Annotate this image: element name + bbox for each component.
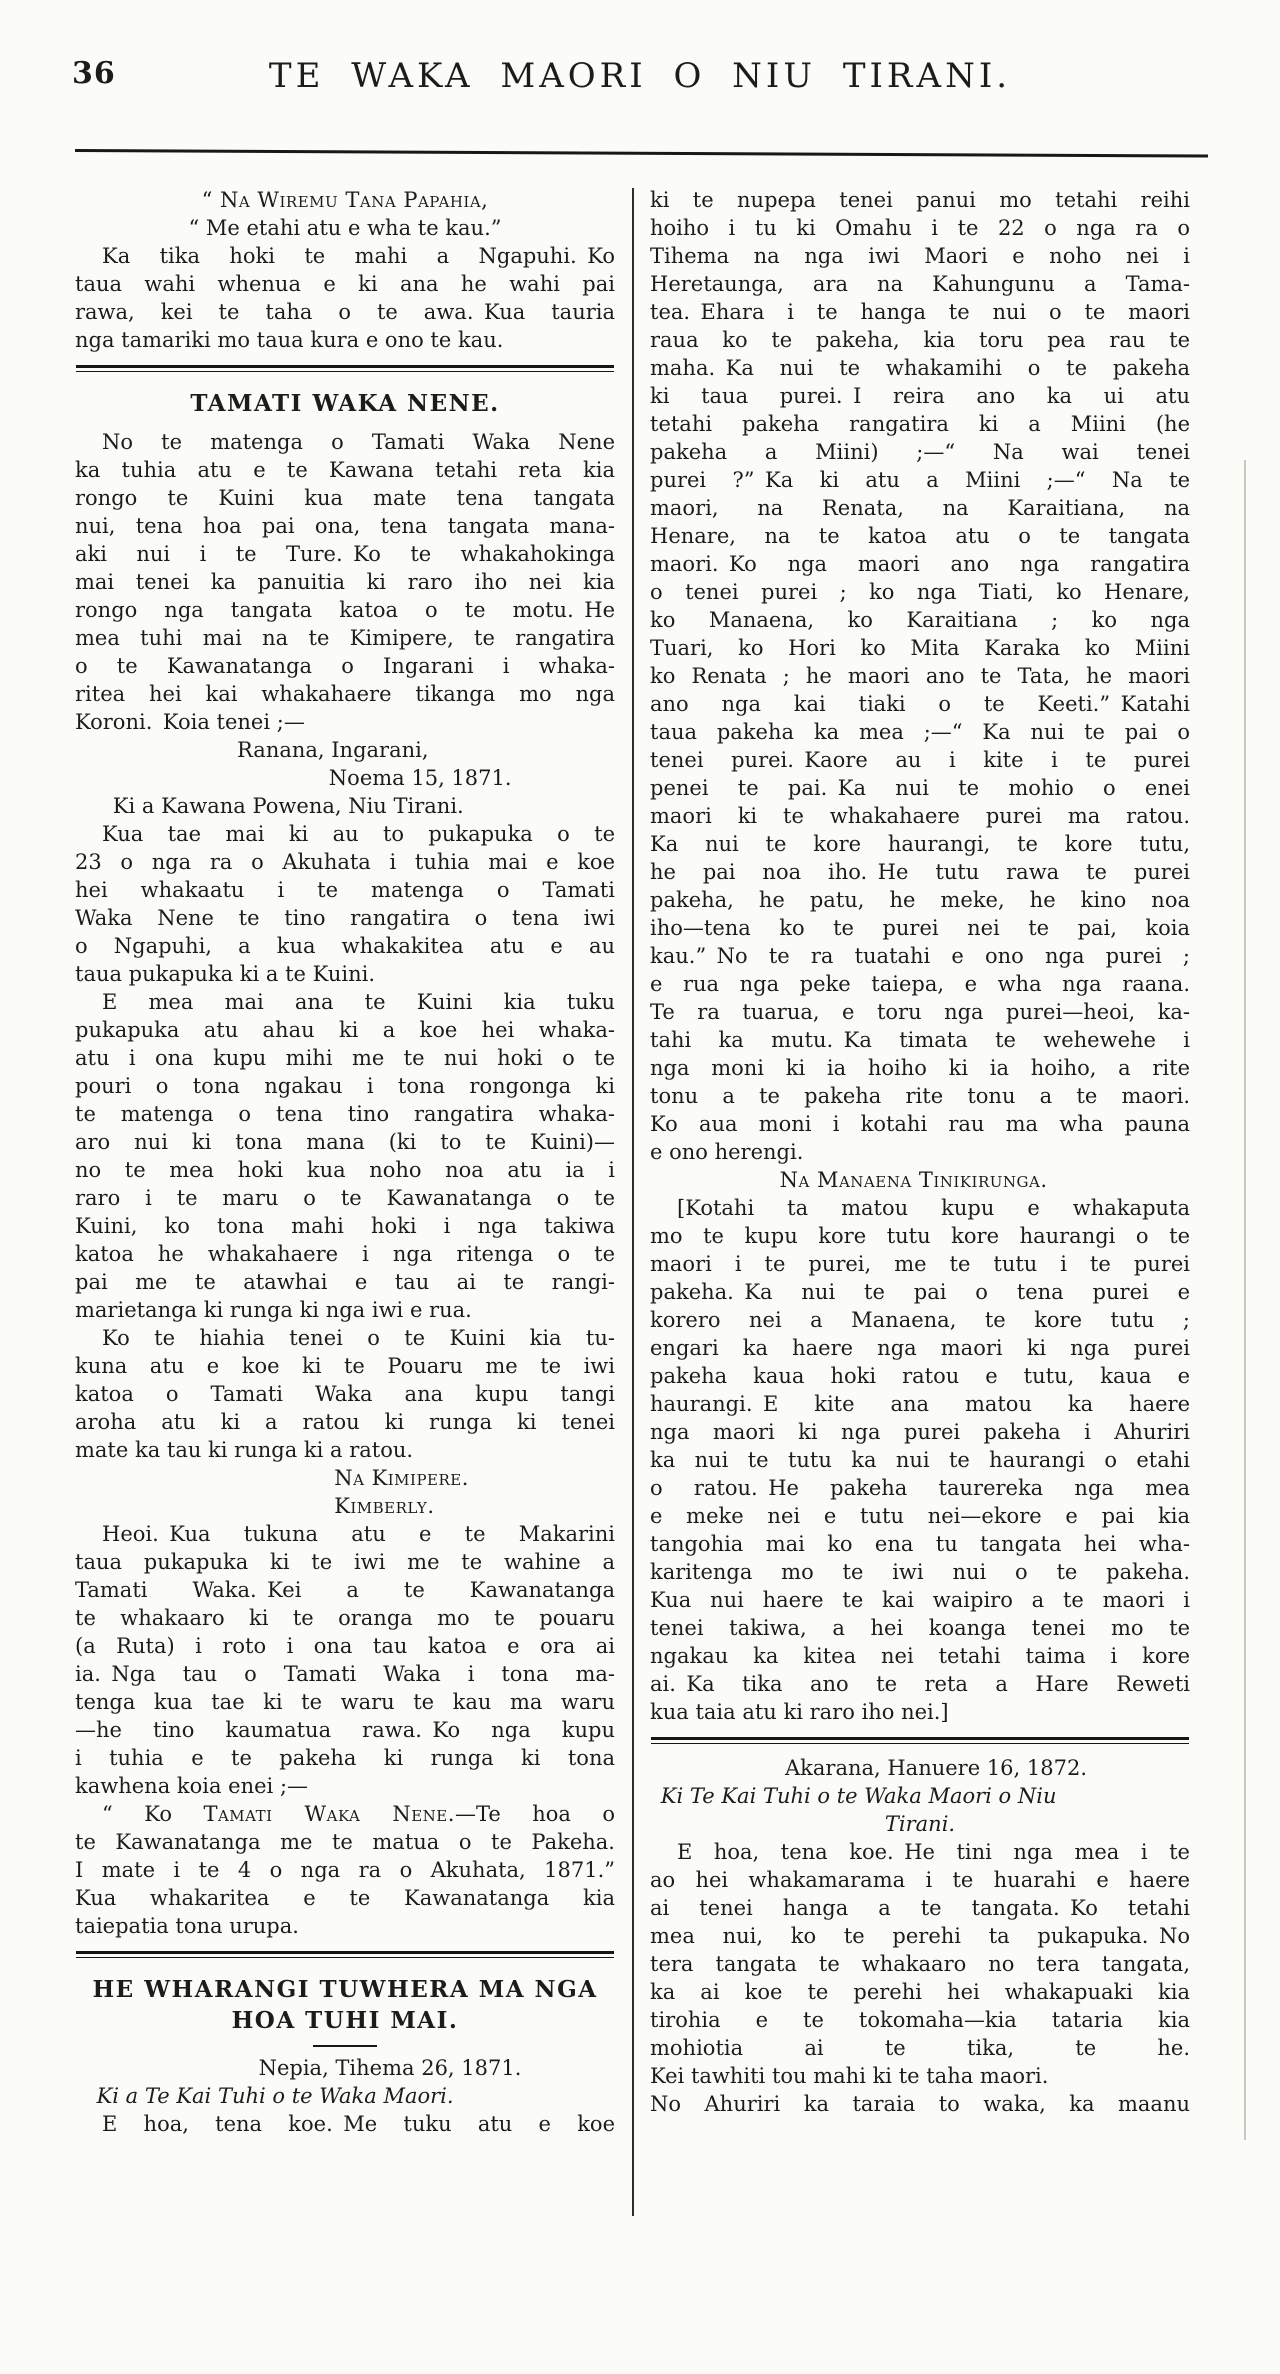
text-line: Kimberly. — [334, 1494, 435, 1518]
text-line: mohiotia ai te tika, te he. — [650, 2036, 1190, 2060]
text-line: Heretaunga, ara na Kahungunu a Tama- — [650, 272, 1190, 296]
text-line: marietanga ki runga ki nga iwi e rua. — [75, 1298, 472, 1322]
text-line: raro i te maru o te Kawanatanga o te — [75, 1186, 615, 1210]
paragraph-race-meeting — [650, 186, 1190, 1166]
page-edge-artifact — [1244, 460, 1246, 2140]
text-line: e meke nei e tutu nei—ekore e pai kia — [650, 1504, 1190, 1528]
text-line: pai me te atawhai e tau ai te rangi- — [75, 1270, 615, 1294]
text-line: e ono herengi. — [650, 1140, 804, 1164]
text-line: iho—tena ko te purei nei te pai, koia — [650, 916, 1190, 940]
section-divider — [76, 1951, 614, 1958]
text-line: Akarana, Hanuere 16, 1872. — [785, 1756, 1088, 1780]
paragraph-letter-3 — [75, 1324, 615, 1464]
text-line: taua pukapuka ki te iwi me te wahine a — [75, 1550, 615, 1574]
text-line: kua taia atu ki raro iho nei.] — [650, 1700, 949, 1724]
signature-kimipere — [75, 1464, 615, 1520]
text-segment: “ Ko — [102, 1802, 204, 1826]
text-line: mo te kupu kore tutu kore haurangi o te — [650, 1224, 1190, 1248]
text-line: purei ?” Ka ki atu a Miini ;—“ Na te — [650, 468, 1190, 492]
text-line: Koroni. Koia tenei ;— — [75, 710, 305, 734]
text-line: katoa o Tamati Waka ana kupu tangi — [75, 1382, 615, 1406]
text-line: Ranana, Ingarani, — [237, 738, 429, 762]
text-line: taiepatia tona urupa. — [75, 1914, 299, 1938]
text-line: E hoa, tena koe. Me tuku atu e koe — [102, 2112, 615, 2136]
text-line: nui, tena hoa pai ona, tena tangata mana- — [75, 514, 615, 538]
text-line: Waka Nene te tino rangatira o tena iwi — [75, 906, 615, 930]
text-line: ia. Nga tau o Tamati Waka i tona ma- — [75, 1662, 615, 1686]
text-line: atu i ona kupu mihi me te nui hoki o te — [75, 1046, 615, 1070]
text-line: Henare, na te katoa atu o te tangata — [650, 524, 1190, 548]
text-line: tetahi pakeha rangatira ki a Miini (he — [650, 412, 1190, 436]
text-line: Ka tika hoki te mahi a Ngapuhi. Ko — [102, 244, 615, 268]
text-line: Ka nui te kore haurangi, te kore tutu, — [650, 832, 1190, 856]
heading-line: HE WHARANGI TUWHERA MA NGA — [92, 1976, 598, 2003]
text-line: ai. Ka tika ano te reta a Hare Reweti — [650, 1672, 1190, 1696]
text-line: maori. Ko nga maori ano nga rangatira — [650, 552, 1190, 576]
text-line: Tuari, ko Hori ko Mita Karaka ko Miini — [650, 636, 1190, 660]
text-line: ngakau ka kitea nei tetahi taima i kore — [650, 1644, 1190, 1668]
paragraph-editorial-note — [650, 1194, 1190, 1726]
text-line: ritea hei kai whakahaere tikanga mo nga — [75, 682, 615, 706]
text-line: ka ai koe te perehi hei whakapuaki kia — [650, 1980, 1190, 2004]
salutation-governor — [75, 792, 615, 820]
text-line: ao hei whakamarama i te huarahi e haere — [650, 1868, 1190, 1892]
text-line: o Ngapuhi, a kua whakakitea atu e au — [75, 934, 615, 958]
dateline-akarana — [650, 1754, 1190, 1782]
column-left — [75, 186, 615, 2138]
text-line: —he tino kaumatua rawa. Ko nga kupu — [75, 1718, 615, 1742]
text-line: pakeha, he patu, he meke, he kino noa — [650, 888, 1190, 912]
text-segment: —Te hoa o — [454, 1802, 615, 1826]
header-rule — [75, 149, 1208, 158]
text-line: tirohia e te tokomaha—kia tataria kia — [650, 2008, 1190, 2032]
paragraph-epitaph — [75, 1800, 615, 1940]
text-line: katoa he whakahaere i nga ritenga o te — [75, 1242, 615, 1266]
paragraph-perehi — [650, 1838, 1190, 2090]
section-heading-open-page — [75, 1974, 615, 2036]
text-line: Na Manaena Tinikirunga. — [779, 1168, 1048, 1192]
text-line: hoiho i tu ki Omahu i te 22 o nga ra o — [650, 216, 1190, 240]
text-line: taua pukapuka ki a te Kuini. — [75, 962, 376, 986]
section-divider — [651, 1737, 1189, 1744]
text-line: ko Manaena, ko Karaitiana ; ko nga — [650, 608, 1190, 632]
text-line: Ki Te Kai Tuhi o te Waka Maori o Niu — [660, 1784, 1057, 1808]
text-line: (a Ruta) i roto i ona tau katoa e ora ai — [75, 1634, 615, 1658]
salutation-editor-full — [650, 1782, 1190, 1838]
text-line: taua pakeha ka mea ;—“ Ka nui te pai o — [650, 720, 1190, 744]
text-line: nga maori ki nga purei pakeha i Ahuriri — [650, 1420, 1190, 1444]
text-line: Kua whakaritea e te Kawanatanga kia — [75, 1886, 615, 1910]
text-line: Noema 15, 1871. — [328, 766, 512, 790]
text-line: pakeha a Miini) ;—“ Na wai tenei — [650, 440, 1190, 464]
text-line: Kuini, ko tona mahi hoki i nga takiwa — [75, 1214, 615, 1238]
signature-manaena — [650, 1166, 1190, 1194]
paragraph-letter-1 — [75, 820, 615, 988]
text-line: No te matenga o Tamati Waka Nene — [102, 430, 615, 454]
text-line: Kua tae mai ki au to pukapuka o te — [102, 822, 615, 846]
text-line: ka nui te tutu ka nui te haurangi o etahi — [650, 1448, 1190, 1472]
text-line: o te Kawanatanga o Ingarani i whaka- — [75, 654, 615, 678]
text-line: rongo nga tangata katoa o te motu. He — [75, 598, 615, 622]
text-line: engari ka haere nga maori ki nga purei — [650, 1336, 1190, 1360]
text-line: Kua nui haere te kai waipiro a te maori i — [650, 1588, 1190, 1612]
text-line: kuna atu e koe ki te Pouaru me te iwi — [75, 1354, 615, 1378]
text-line: mea nui, ko te perehi ta pukapuka. No — [650, 1924, 1190, 1948]
text-line: ano nga kai tiaki o te Keeti.” Katahi — [650, 692, 1190, 716]
text-line: [Kotahi ta matou kupu e whakaputa — [677, 1196, 1190, 1220]
text-segment: Tamati Waka Nene. — [203, 1802, 455, 1826]
text-line: pukapuka atu ahau ki a koe hei whaka- — [75, 1018, 615, 1042]
text-line: rawa, kei te taha o te awa. Kua tauria — [75, 300, 615, 324]
salutation-editor — [75, 2082, 615, 2110]
text-line: tenei purei. Kaore au i kite i te purei — [650, 748, 1190, 772]
heading-line: HOA TUHI MAI. — [231, 2007, 459, 2034]
text-line: maori i te purei, me te tutu i te purei — [650, 1252, 1190, 1276]
text-line: mate ka tau ki runga ki a ratou. — [75, 1438, 414, 1462]
text-line: tera tangata te whakaaro no tera tangata, — [650, 1952, 1190, 1976]
text-line — [75, 1800, 615, 1828]
text-line: I mate i te 4 o nga ra o Akuhata, 1871.” — [75, 1858, 615, 1882]
text-line: karitenga mo te iwi nui o te pakeha. — [650, 1560, 1190, 1584]
article-heading-tamati-waka-nene — [75, 388, 615, 419]
text-line: i tuhia e te pakeha ki runga ki tona — [75, 1746, 615, 1770]
text-line: Tamati Waka. Kei a te Kawanatanga — [75, 1578, 615, 1602]
text-line: ki te nupepa tenei panui mo tetahi reihi — [650, 188, 1190, 212]
section-divider — [76, 365, 614, 372]
text-line: tahi ka mutu. Ka timata te wehewehe i — [650, 1028, 1190, 1052]
text-line: korero nei a Manaena, te kore tutu ; — [650, 1308, 1190, 1332]
text-line: nga moni ki ia hoiho ki ia hoiho, a rite — [650, 1056, 1190, 1080]
short-rule — [313, 2045, 377, 2047]
paragraph-letter-opening — [75, 2110, 615, 2138]
text-line: te Kawanatanga me te matua o te Pakeha. — [75, 1830, 615, 1854]
text-line: E mea mai ana te Kuini kia tuku — [102, 990, 615, 1014]
text-line: maori ki te whakahaere purei ma ratou. — [650, 804, 1190, 828]
text-line: Ki a Kawana Powena, Niu Tirani. — [112, 794, 464, 818]
paragraph-closing — [650, 2090, 1190, 2118]
text-line: tangohia mai ko ena tu tangata hei wha- — [650, 1532, 1190, 1556]
text-line: pouri o tona ngakau i tona rongonga ki — [75, 1074, 615, 1098]
text-line: pakeha kaua hoki ratou e tutu, kaua e — [650, 1364, 1190, 1388]
text-line: nga tamariki mo taua kura e ono te kau. — [75, 328, 504, 352]
text-line: tenei takiwa, a hei koanga tenei mo te — [650, 1616, 1190, 1640]
text-line: “ Na Wiremu Tana Papahia, — [201, 188, 489, 212]
text-line: taua wahi whenua e ki ana he wahi pai — [75, 272, 615, 296]
text-line: o tenei purei ; ko nga Tiati, ko Henare, — [650, 580, 1190, 604]
text-line: Nepia, Tihema 26, 1871. — [258, 2056, 522, 2080]
text-line: pakeha. Ka nui te pai o tena purei e — [650, 1280, 1190, 1304]
text-line: no te mea hoki kua noho noa atu ia i — [75, 1158, 615, 1182]
text-line: 23 o nga ra o Akuhata i tuhia mai e koe — [75, 850, 615, 874]
text-line: aroha atu ki a ratou ki runga ki tenei — [75, 1410, 615, 1434]
paragraph-letter-2 — [75, 988, 615, 1324]
text-line: No Ahuriri ka taraia to waka, ka maanu — [650, 2092, 1190, 2116]
text-line: aki nui i te Ture. Ko te whakahokinga — [75, 542, 615, 566]
text-line: haurangi. E kite ana matou ka haere — [650, 1392, 1190, 1416]
text-line: tenga kua tae ki te waru te kau ma waru — [75, 1690, 615, 1714]
page-number: 36 — [72, 56, 116, 91]
column-divider — [632, 188, 634, 2216]
letter-attribution — [75, 186, 615, 242]
text-line: E hoa, tena koe. He tini nga mea i te — [677, 1840, 1190, 1864]
text-line: tonu a te pakeha rite tonu a te maori. — [650, 1084, 1190, 1108]
text-line: te matenga o tena tino rangatira whaka- — [75, 1102, 615, 1126]
paragraph-ngapuhi-school — [75, 242, 615, 354]
text-line: Na Kimipere. — [334, 1466, 469, 1490]
text-line: tea. Ehara i te hanga te nui o te maori — [650, 300, 1190, 324]
dateline-nepia — [75, 2054, 615, 2082]
dateline-ranana — [75, 736, 615, 792]
text-line: e rua nga peke taiepa, e wha nga raana. — [650, 972, 1190, 996]
text-line: rongo te Kuini kua mate tena tangata — [75, 486, 615, 510]
heading-line: TAMATI WAKA NENE. — [190, 390, 500, 417]
text-line: kau.” No te ra tuatahi e ono nga purei ; — [650, 944, 1190, 968]
text-line: o ratou. He pakeha taurereka nga mea — [650, 1476, 1190, 1500]
text-line: Kei tawhiti tou mahi ki te taha maori. — [650, 2064, 1049, 2088]
text-line: ki taua purei. I reira ano ka ui atu — [650, 384, 1190, 408]
text-line: “ Me etahi atu e wha te kau.” — [188, 216, 502, 240]
text-line: Ki a Te Kai Tuhi o te Waka Maori. — [96, 2084, 454, 2108]
text-line: Te ra tuarua, e toru nga purei—heoi, ka- — [650, 1000, 1190, 1024]
text-line: Tihema na nga iwi Maori e noho nei i — [650, 244, 1190, 268]
text-line: hei whakaatu i te matenga o Tamati — [75, 878, 615, 902]
text-line: raua ko te pakeha, kia toru pea rau te — [650, 328, 1190, 352]
text-line: maori, na Renata, na Karaitiana, na — [650, 496, 1190, 520]
text-line: mea tuhi mai na te Kimipere, te rangatira — [75, 626, 615, 650]
text-line: penei te pai. Ka nui te mohio o enei — [650, 776, 1190, 800]
masthead-title: TE WAKA MAORI O NIU TIRANI. — [268, 56, 1012, 96]
text-line: ka tuhia atu e te Kawana tetahi reta kia — [75, 458, 615, 482]
text-line: kawhena koia enei ;— — [75, 1774, 309, 1798]
text-line: aro nui ki tona mana (ki to te Kuini)— — [75, 1130, 615, 1154]
text-line: Tirani. — [884, 1812, 956, 1836]
text-line: Ko aua moni i kotahi rau ma wha pauna — [650, 1112, 1190, 1136]
text-line: he pai noa iho. He tutu rawa te purei — [650, 860, 1190, 884]
text-line: te whakaaro ki te oranga mo te pouaru — [75, 1606, 615, 1630]
text-line: Heoi. Kua tukuna atu e te Makarini — [102, 1522, 615, 1546]
column-right — [650, 186, 1190, 2118]
paragraph-heoi — [75, 1520, 615, 1800]
text-line: mai tenei ka panuitia ki raro iho nei kia — [75, 570, 615, 594]
text-line: Ko te hiahia tenei o te Kuini kia tu- — [102, 1326, 615, 1350]
text-line: ko Renata ; he maori ano te Tata, he maori — [650, 664, 1190, 688]
text-line: maha. Ka nui te whakamihi o te pakeha — [650, 356, 1190, 380]
text-line: ai tenei hanga a te tangata. Ko tetahi — [650, 1896, 1190, 1920]
paragraph-intro — [75, 428, 615, 736]
